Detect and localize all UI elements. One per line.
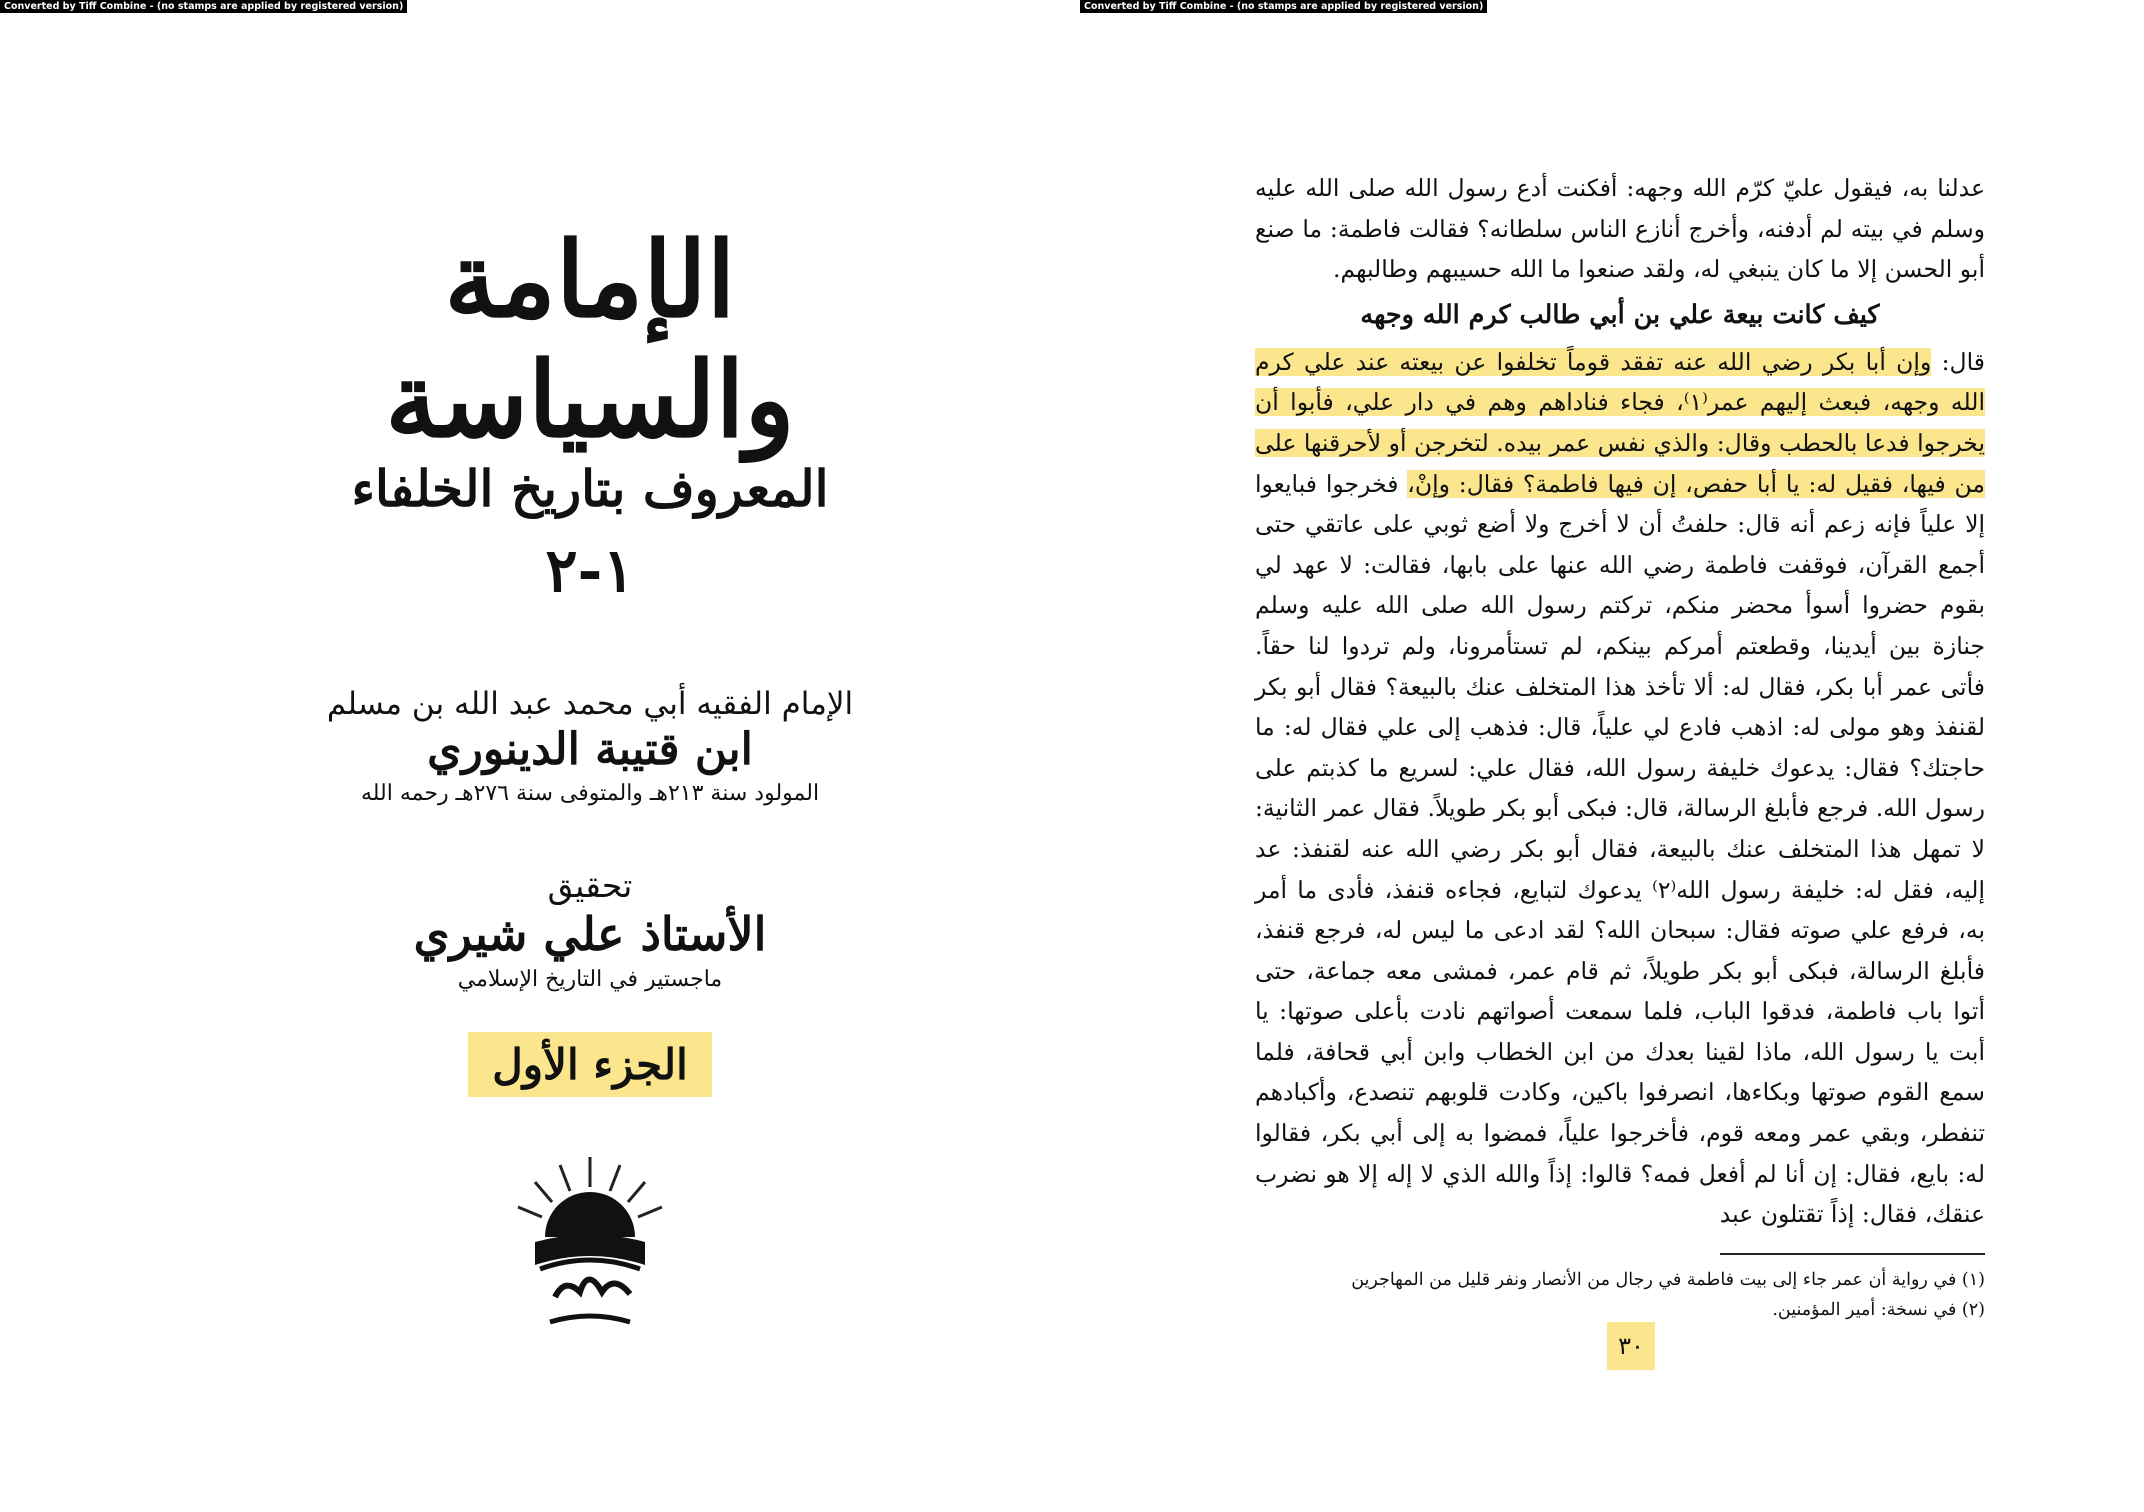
intro-paragraph: عدلنا به، فيقول عليّ كرّم الله وجهه: أفكنت أدع رسول الله صلى الله عليه وسلم في بيته لم أدفنه، وأخرج أنازع الناس سلطانه؟ فقالت فاطمة: ما صنع أبو الحسن إلا ما كان ينبغي له، ولقد صنعوا ما الله حسيبهم وطالبهم. [1255,174,1985,284]
converter-stamp-left: Converted by Tiff Combine - (no stamps are applied by registered version) [0,0,407,13]
volume-label: الجزء الأول [468,1032,712,1097]
footnote-2: (٢) في نسخة: أمير المؤمنين. [1772,1299,1985,1320]
author-line: الإمام الفقيه أبي محمد عبد الله بن مسلم [326,686,854,723]
author-dates: المولود سنة ٢١٣هـ والمتوفى سنة ٢٧٦هـ رحمه الله [360,781,820,807]
highlighted-passage: وإن أبا بكر رضي الله عنه تفقد قوماً تخلفوا عن بيعته عند علي كرم الله وجهه، فبعث إليهم عمر⁽١⁾، فجاء فناداهم وهم في دار علي، فأبوا أن يخرجوا فدعا بالحطب وقال: والذي نفس عمر بيده. لتخرجن أو لأحرقنها على من فيها، فقيل له: يا أبا حفص، إن فيها فاطمة؟ فقال: وإنْ، [1255,347,1985,498]
tahqiq-label: تحقيق [547,866,633,906]
main-paragraph [1255,342,1985,1235]
paragraph-continuation: فخرجوا فبايعوا إلا علياً فإنه زعم أنه قال: حلفتُ أن لا أخرج ولا أضع ثوبي على عاتقي حتى أجمع القرآن، فوقفت فاطمة رضي الله عنها على بابها، فقالت: لا عهد لي بقوم حضروا أسوأ محضر منكم، تركتم رسول الله صلى الله عليه وسلم جنازة بين أيدينا، وقطعتم أمركم بينكم، لم تستأمرونا، ولم تردوا لنا حقاً. فأتى عمر أبا بكر، فقال له: ألا تأخذ هذا المتخلف عنك بالبيعة؟ فقال أبو بكر لقنفذ وهو مولى له: اذهب فادع لي علياً، قال: فذهب إلى علي فقال له: ما حاجتك؟ فقال: يدعوك خليفة رسول الله، فقال علي: لسريع ما كذبتم على رسول الله. فرجع فأبلغ الرسالة، قال: فبكى أبو بكر طويلاً. فقال عمر الثانية: لا تمهل هذا المتخلف عنك بالبيعة، فقال أبو بكر رضي الله عنه لقنفذ: عد إليه، فقل له: خليفة رسول الله⁽٢⁾ يدعوك لتبايع، فجاءه قنفذ، فأدى ما أمر به، فرفع علي صوته فقال: سبحان الله؟ لقد ادعى ما ليس له، فرجع قنفذ، فأبلغ الرسالة، فبكى أبو بكر طويلاً، ثم قام عمر، فمشى معه جماعة، حتى أتوا باب فاطمة، فدقوا الباب، فلما سمعت أصواتهم نادت بأعلى صوتها: يا أبت يا رسول الله، ماذا لقينا بعدك من ابن الخطاب وابن أبي قحافة، فلما سمع القوم صوتها وبكاءها، انصرفوا باكين، وكادت قلوبهم تنصدع، وأكبادهم تنفطر، وبقي عمر ومعه قوم، فأخرجوا علياً، فمضوا به إلى أبي بكر، فقالوا له: بايع، فقال: إن أنا لم أفعل فمه؟ قالوا: إذاً والله الذي لا إله إلا هو نضرب عنقك، فقال: إذاً تقتلون عبد [1255,469,1985,1229]
author-name: ابن قتيبة الدينوري [427,724,753,776]
editor-degree: ماجستير في التاريخ الإسلامي [457,967,723,993]
book-title: الإمامة والسياسة [385,218,795,461]
section-heading: كيف كانت بيعة علي بن أبي طالب كرم الله وجهه [1360,299,1880,330]
book-subtitle: المعروف بتاريخ الخلفاء [351,459,829,519]
paragraph-start: قال: [1941,347,1985,376]
converter-stamp-right: Converted by Tiff Combine - (no stamps are applied by registered version) [1080,0,1487,13]
publisher-logo-icon [500,1147,680,1347]
footnote-rule [1720,1253,1985,1255]
volume-range: ١-٢ [545,536,635,607]
title-page [240,200,940,1400]
text-page [1255,168,1985,1325]
editor-name: الأستاذ علي شيري [413,907,767,962]
footnote-1: (١) في رواية أن عمر جاء إلى بيت فاطمة في رجال من الأنصار ونفر قليل من المهاجرين [1351,1269,1985,1290]
page-number: ٣٠ [1607,1322,1655,1370]
